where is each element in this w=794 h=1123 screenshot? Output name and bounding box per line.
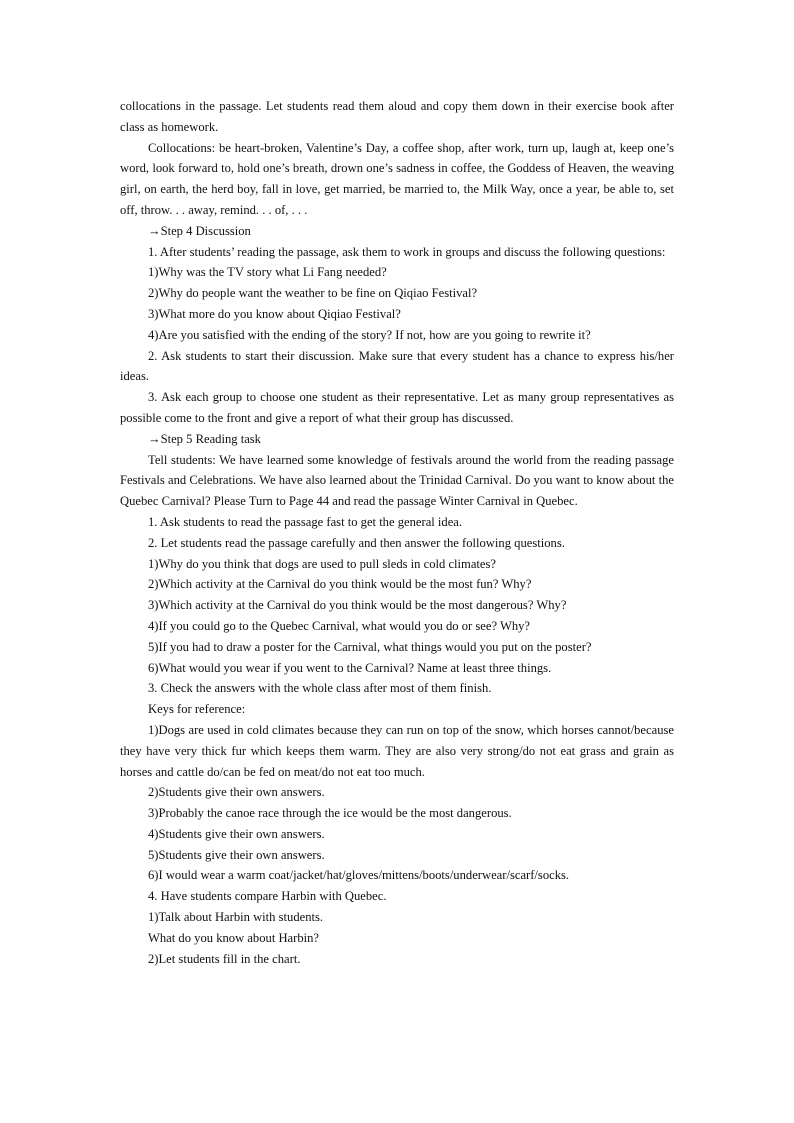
key-answer-6: 6)I would wear a warm coat/jacket/hat/gloves/mittens/boots/underwear/scarf/socks.: [148, 868, 570, 883]
key-answer-5: 5)Students give their own answers.: [148, 847, 325, 862]
paragraph-collocations-list: Collocations: be heart-broken, Valentine’s Day, a coffee shop, after work, turn up, laugh at, keep one’s word, look forward to, hold one’s breath, drown one’s sadness in coffee, the Goddess of Heaven, the weaving girl, on earth, the herd boy, fall in love, get married, be married to, the Milk Way, once a year, be able to, set off, throw. . . away, remind. . . of, . . .: [120, 140, 674, 217]
discussion-question-1: 1)Why was the TV story what Li Fang needed?: [148, 265, 387, 280]
key-answer-4: 4)Students give their own answers.: [148, 826, 325, 841]
keys-heading: Keys for reference:: [148, 702, 246, 717]
reading-instruction-1: 1. Ask students to read the passage fast to get the general idea.: [148, 514, 463, 529]
discussion-question-4: 4)Are you satisfied with the ending of the story? If not, how are you going to rewrite it?: [148, 327, 591, 342]
reading-question-3: 3)Which activity at the Carnival do you think would be the most dangerous? Why?: [148, 598, 567, 613]
discussion-instruction-1: 1. After students’ reading the passage, ask them to work in groups and discuss the following questions:: [148, 244, 666, 259]
discussion-instruction-2: 2. Ask students to start their discussion. Make sure that every student has a chance to express his/her ideas.: [120, 348, 674, 384]
step-5-heading: →Step 5 Reading task: [148, 431, 261, 446]
reading-instruction-2: 2. Let students read the passage carefully and then answer the following questions.: [148, 535, 565, 550]
reading-question-5: 5)If you had to draw a poster for the Carnival, what things would you put on the poster?: [148, 639, 592, 654]
document-body: [120, 96, 674, 969]
discussion-question-2: 2)Why do people want the weather to be fine on Qiqiao Festival?: [148, 286, 478, 301]
discussion-question-3: 3)What more do you know about Qiqiao Festival?: [148, 306, 401, 321]
compare-instruction-4: 4. Have students compare Harbin with Quebec.: [148, 889, 387, 904]
reading-question-4: 4)If you could go to the Quebec Carnival, what would you do or see? Why?: [148, 618, 531, 633]
step-4-heading: →Step 4 Discussion: [148, 223, 251, 238]
discussion-instruction-3: 3. Ask each group to choose one student as their representative. Let as many group representatives as possible come to the front and give a report of what their group has discussed.: [120, 390, 674, 425]
key-answer-1: 1)Dogs are used in cold climates because they can run on top of the snow, which horses cannot/because they have very thick fur which keeps them warm. They are also very strong/do not eat grass and grain as horses and cattle do/can be fed on meat/do not eat too much.: [120, 722, 674, 779]
key-answer-3: 3)Probably the canoe race through the ice would be the most dangerous.: [148, 806, 512, 821]
reading-question-2: 2)Which activity at the Carnival do you think would be the most fun? Why?: [148, 577, 532, 592]
reading-question-6: 6)What would you wear if you went to the Carnival? Name at least three things.: [148, 660, 552, 675]
compare-question: What do you know about Harbin?: [148, 930, 320, 945]
reading-task-intro: Tell students: We have learned some knowledge of festivals around the world from the reading passage Festivals and Celebrations. We have also learned about the Trinidad Carnival. Do you want to know about the Quebec Carnival? Please Turn to Page 44 and read the passage Winter Carnival in Quebec.: [120, 452, 674, 509]
paragraph-collocations-intro: collocations in the passage. Let students read them aloud and copy them down in their exercise book after class as homework.: [120, 99, 674, 134]
compare-step-1: 1)Talk about Harbin with students.: [148, 910, 324, 925]
reading-instruction-3: 3. Check the answers with the whole class after most of them finish.: [148, 681, 492, 696]
reading-question-1: 1)Why do you think that dogs are used to pull sleds in cold climates?: [148, 556, 497, 571]
key-answer-2: 2)Students give their own answers.: [148, 785, 325, 800]
compare-step-2: 2)Let students fill in the chart.: [148, 951, 301, 966]
